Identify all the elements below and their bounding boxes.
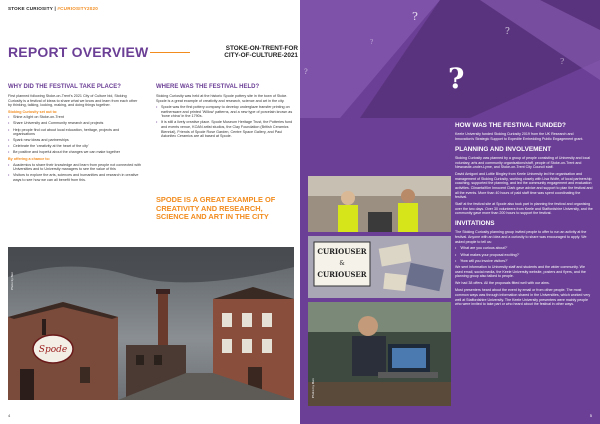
list-item: • Be positive and hopeful about the changes we can make together bbox=[8, 150, 141, 155]
masthead: STOKE CURIOSITY | #CURIOSITY2020 bbox=[8, 6, 98, 11]
list-item: • Celebrate the 'creativity at the heart of the city' bbox=[8, 144, 141, 149]
heading-invitations: INVITATIONS bbox=[455, 219, 495, 227]
question-mark-icon: ? bbox=[370, 39, 374, 46]
list-item: • Academics to share their knowledge and learn from people not connected with Universities and to University managers to see the value of this bbox=[8, 163, 141, 172]
masthead-title: STOKE CURIOSITY bbox=[8, 6, 53, 11]
paragraph: Stoking Curiosity was planned by a group of people consisting of University and local voluntary, arts and community organisations/staff, people of Stoke-on-Trent and Newcastle-under-Lyme, and Stoke-on-Trent City Council staff. bbox=[455, 156, 591, 170]
paragraph: First planned following Stoke-on-Trent's 2021 City of Culture bid, Stoking Curiosity is a festival of ideas to share what we know and learn from each other by thinking, talking, looking, making, and doing things together. bbox=[8, 94, 138, 108]
aims-list bbox=[8, 115, 141, 155]
photo-credit-text: Photo by Ben bbox=[10, 271, 14, 290]
masthead-hashtag: #CURIOSITY2020 bbox=[57, 6, 98, 11]
paragraph: The Stoking Curiosity planning group invited people to offer to run an activity at the festival. Anyone with an idea and a curiosity to share was encouraged to apply. We asked people to tell us: bbox=[455, 230, 587, 244]
page-number: 4 bbox=[8, 413, 11, 418]
list-item: • Spode was the first pottery company to develop underglaze transfer printing on earthenware and printed 'Willow' patterns, and a new type of porcelain known as 'bone china' in the 1790s. bbox=[156, 105, 294, 119]
heading-funded: HOW WAS THE FESTIVAL FUNDED? bbox=[455, 122, 566, 129]
heading-planning: PLANNING AND INVOLVEMENT bbox=[455, 145, 552, 153]
paragraph: David Amigoni and Lottie Bingley from Keele University led the organisation and management of Stoking Curiosity, working closely with Lisa Wolfe, of local partnership coaching, supported the planning, and led the community engagement and evaluation activities. Clinaeta/Kim Innocent Clark gave advice and support to plan the festival and all the events. More than 40 hours of paid staff time was spent coordinating the festival. bbox=[455, 172, 593, 200]
list-item: • 'How will you involve visitors?' bbox=[455, 259, 593, 264]
sign-line-3: CURIOUSER bbox=[317, 270, 367, 279]
list-item: • It is still a lively creative place. Spode Museum Heritage Trust, the Potteries fund and events venue, KOAN artist studios, the Clay Foundation (British Ceramics Biennial), Friends of Spode Rose Garden, Centre Space Gallery, and Paul Astonitec Ceramics are all based at Spode. bbox=[156, 120, 294, 138]
list-item: • Visitors to explore the arts, sciences and humanities and research in creative ways to see how we can all benefit from this. bbox=[8, 173, 141, 182]
paragraph: Keele University funded Stoking Curiosity 2019 from the UK Research and Innovation's Strategic Support to Expedite Embedding Public Engagement grant. bbox=[455, 132, 584, 141]
city-of-culture-logo bbox=[198, 45, 298, 60]
spode-sign: Spode bbox=[38, 345, 68, 355]
column-where bbox=[156, 84, 294, 141]
sign-line-1: CURIOUSER bbox=[317, 247, 367, 256]
page-title: REPORT OVERVIEW bbox=[8, 44, 149, 60]
right-text-column bbox=[455, 122, 593, 309]
heading-why: WHY DID THE FESTIVAL TAKE PLACE? bbox=[8, 84, 121, 90]
offers-list bbox=[8, 163, 141, 183]
page-number: 5 bbox=[589, 413, 592, 418]
right-page bbox=[300, 0, 600, 424]
question-mark-icon: ? bbox=[448, 62, 465, 95]
logo-line-1: STOKE-ON-TRENT-FOR bbox=[225, 45, 298, 52]
list-item: • 'What are you curious about?' bbox=[455, 246, 593, 251]
sign-line-2: & bbox=[339, 260, 345, 267]
column-why bbox=[8, 84, 141, 185]
spode-photo-illustration bbox=[8, 247, 294, 400]
question-mark-art bbox=[300, 0, 600, 118]
paragraph: We had 38 offers. All the proposals fitted well with our aims. bbox=[455, 281, 550, 286]
list-item: • Help people find out about local education, heritage, projects and organisations bbox=[8, 128, 141, 137]
list-item: • 'What makes your proposal exciting?' bbox=[455, 253, 593, 258]
subheading: Stoking Curiosity set out to: bbox=[8, 109, 58, 114]
list-item: • Spark new ideas and partnerships bbox=[8, 138, 141, 143]
paragraph: We sent information to University staff and students and the wider community. We used email, social media, the Keele University website, posters and flyers, and the planning group also talked to people. bbox=[455, 265, 586, 279]
pull-quote: SPODE IS A GREAT EXAMPLE OF CREATIVITY AND RESEARCH, SCIENCE AND ART IN THE CITY bbox=[156, 195, 276, 222]
question-mark-icon: ? bbox=[505, 27, 510, 37]
question-mark-icon: ? bbox=[304, 68, 308, 76]
event-photos bbox=[308, 176, 451, 406]
photo-credit-right: Photo by Ben bbox=[311, 378, 315, 398]
spode-factory-photo bbox=[8, 247, 294, 400]
list-item: • Shine a light on Stoke-on-Trent bbox=[8, 115, 141, 120]
spode-list bbox=[156, 105, 294, 139]
photo-credit bbox=[10, 252, 16, 292]
paragraph: Stoking Curiosity was held at the historic Spode pottery site in the town of Stoke. Spode is a great example of creativity and research, science and art in the city. bbox=[156, 94, 288, 103]
list-item: • Share University and Community research and projects bbox=[8, 121, 141, 126]
question-mark-icon: ? bbox=[560, 57, 565, 66]
subheading: By offering a chance to: bbox=[8, 157, 51, 162]
question-mark-icon: ? bbox=[412, 10, 418, 23]
questions-list bbox=[455, 246, 593, 263]
logo-line-2: CITY-OF-CULTURE-2021 bbox=[224, 52, 298, 60]
divider bbox=[150, 52, 190, 53]
heading-where: WHERE WAS THE FESTIVAL HELD? bbox=[156, 84, 260, 90]
paragraph: Staff at the festival site at Spode also took part in planning the festival and organising over the two days. Over 30 volunteers from Keele and Staffordshire University, and the community gave more than 200 hours to support the festival. bbox=[455, 202, 593, 216]
paragraph: Most presenters heard about the event by email or from other people. The most common ways was through information shared in the Universities, which worked very well at Staffordshire University. The Keele University presenters were mainly people who were invited to take part or who heard about the festival in other ways. bbox=[455, 288, 591, 307]
